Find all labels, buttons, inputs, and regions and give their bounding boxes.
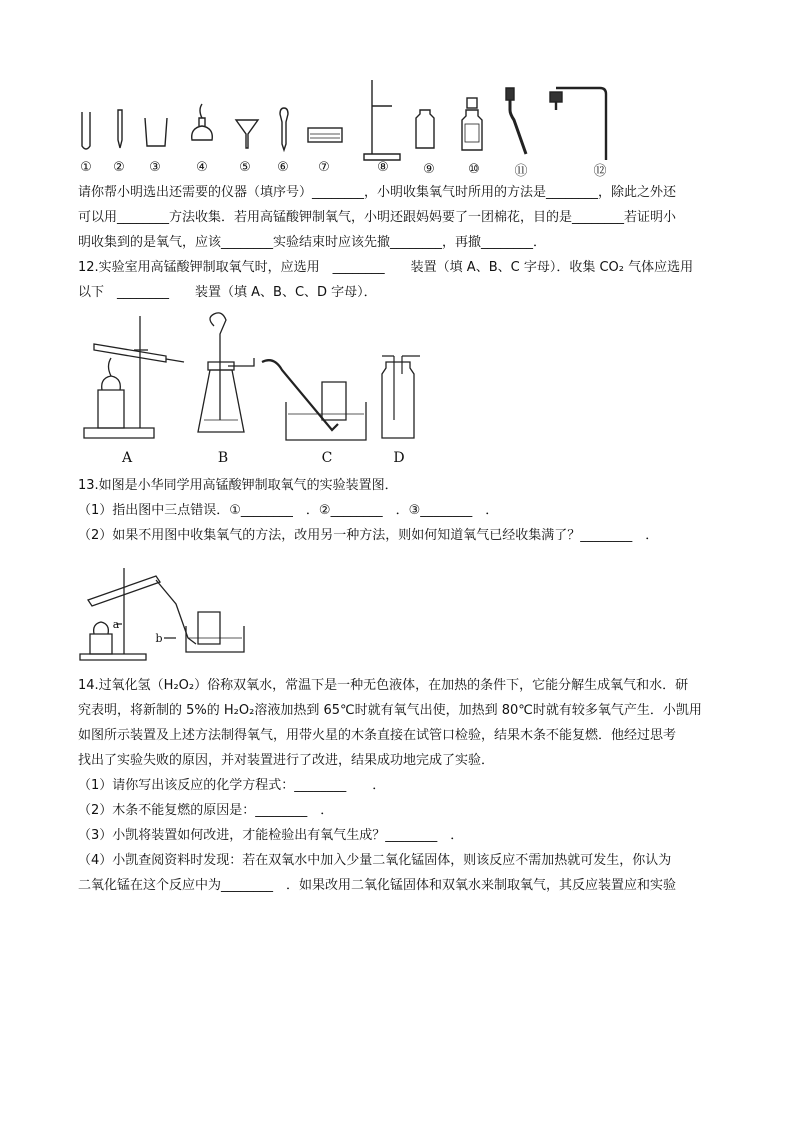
q14-line-3: 如图所示装置及上述方法制得氧气，用带火星的木条直接在试管口检验，结果木条不能复燃．他经过思考 xyxy=(78,728,677,743)
q11-line-3: 明收集到的是氧气，应该________实验结束时应该先撤________，再撤________． xyxy=(78,235,547,250)
instrument-label-11: ⑪ xyxy=(514,164,528,179)
q14-line-4: 找出了实验失败的原因，并对装置进行了改进，结果成功地完成了实验． xyxy=(78,753,495,768)
q13-label-a: a xyxy=(112,618,120,631)
instrument-label-3: ③ xyxy=(149,160,161,175)
q14-line-2: 究表明，将新制的 5%的 H₂O₂溶液加热到 65℃时就有氧气出使，加热到 80℃时就有较多氧气产生．小凯用 xyxy=(78,703,702,718)
q13-figure xyxy=(76,562,256,666)
q13-line-3: （2）如果不用图中收集氧气的方法，改用另一种方法，则如何知道氧气已经收集满了？________ ． xyxy=(78,528,659,543)
apparatus-figure xyxy=(76,310,436,448)
instrument-label-7: ⑦ xyxy=(318,160,330,175)
q14-line-8: （4）小凯查阅资料时发现：若在双氧水中加入少量二氧化锰固体，则该反应不需加热就可发生，你认为 xyxy=(78,853,672,868)
instrument-label-1: ① xyxy=(80,160,92,175)
q14-line-6: （2）木条不能复燃的原因是：________ ． xyxy=(78,803,334,818)
q14-line-7: （3）小凯将装置如何改进，才能检验出有氧气生成？________ ． xyxy=(78,828,464,843)
q13-label-b: b xyxy=(155,632,163,645)
caption-a: A xyxy=(121,450,133,466)
q13-line-2: （1）指出图中三点错误．①________ ．②________ ．③________ ． xyxy=(78,503,499,518)
q14-line-9: 二氧化锰在这个反应中为________ ．如果改用二氧化锰固体和双氧水来制取氧气，其反应装置应和实验 xyxy=(78,878,677,893)
instrument-label-12: ⑫ xyxy=(593,164,607,179)
caption-b: B xyxy=(217,450,229,466)
q11-line-1: 请你帮小明选出还需要的仪器（填序号）________，小明收集氧气时所用的方法是________，除此之外还 xyxy=(78,185,677,200)
instrument-label-4: ④ xyxy=(196,160,208,175)
q13-line-1: 13.如图是小华同学用高锰酸钾制取氧气的实验装置图． xyxy=(78,478,398,493)
instrument-label-6: ⑥ xyxy=(277,160,289,175)
instrument-label-10: ⑩ xyxy=(468,162,480,177)
caption-d: D xyxy=(393,450,405,466)
instrument-label-5: ⑤ xyxy=(239,160,251,175)
q14-line-5: （1）请你写出该反应的化学方程式：________ ． xyxy=(78,778,386,793)
instrument-label-8: ⑧ xyxy=(377,160,389,175)
q14-line-1: 14.过氧化氢（H₂O₂）俗称双氧水，常温下是一种无色液体，在加热的条件下，它能分解生成氧气和水．研 xyxy=(78,678,689,693)
caption-c: C xyxy=(321,450,333,466)
instrument-label-2: ② xyxy=(113,160,125,175)
instrument-label-9: ⑨ xyxy=(423,162,435,177)
q13-drawing xyxy=(76,562,256,666)
q12-line-2: 以下 ________ 装置（填 A、B、C、D 字母）． xyxy=(78,285,377,300)
q11-line-2: 可以用________方法收集．若用高锰酸钾制氧气，小明还跟妈妈要了一团棉花，目的是________若证明小 xyxy=(78,210,677,225)
apparatus-drawings xyxy=(76,310,436,448)
q12-line-1: 12.实验室用高锰酸钾制取氧气时，应选用 ________ 装置（填 A、B、C 字母）．收集 CO₂ 气体应选用 xyxy=(78,260,694,275)
